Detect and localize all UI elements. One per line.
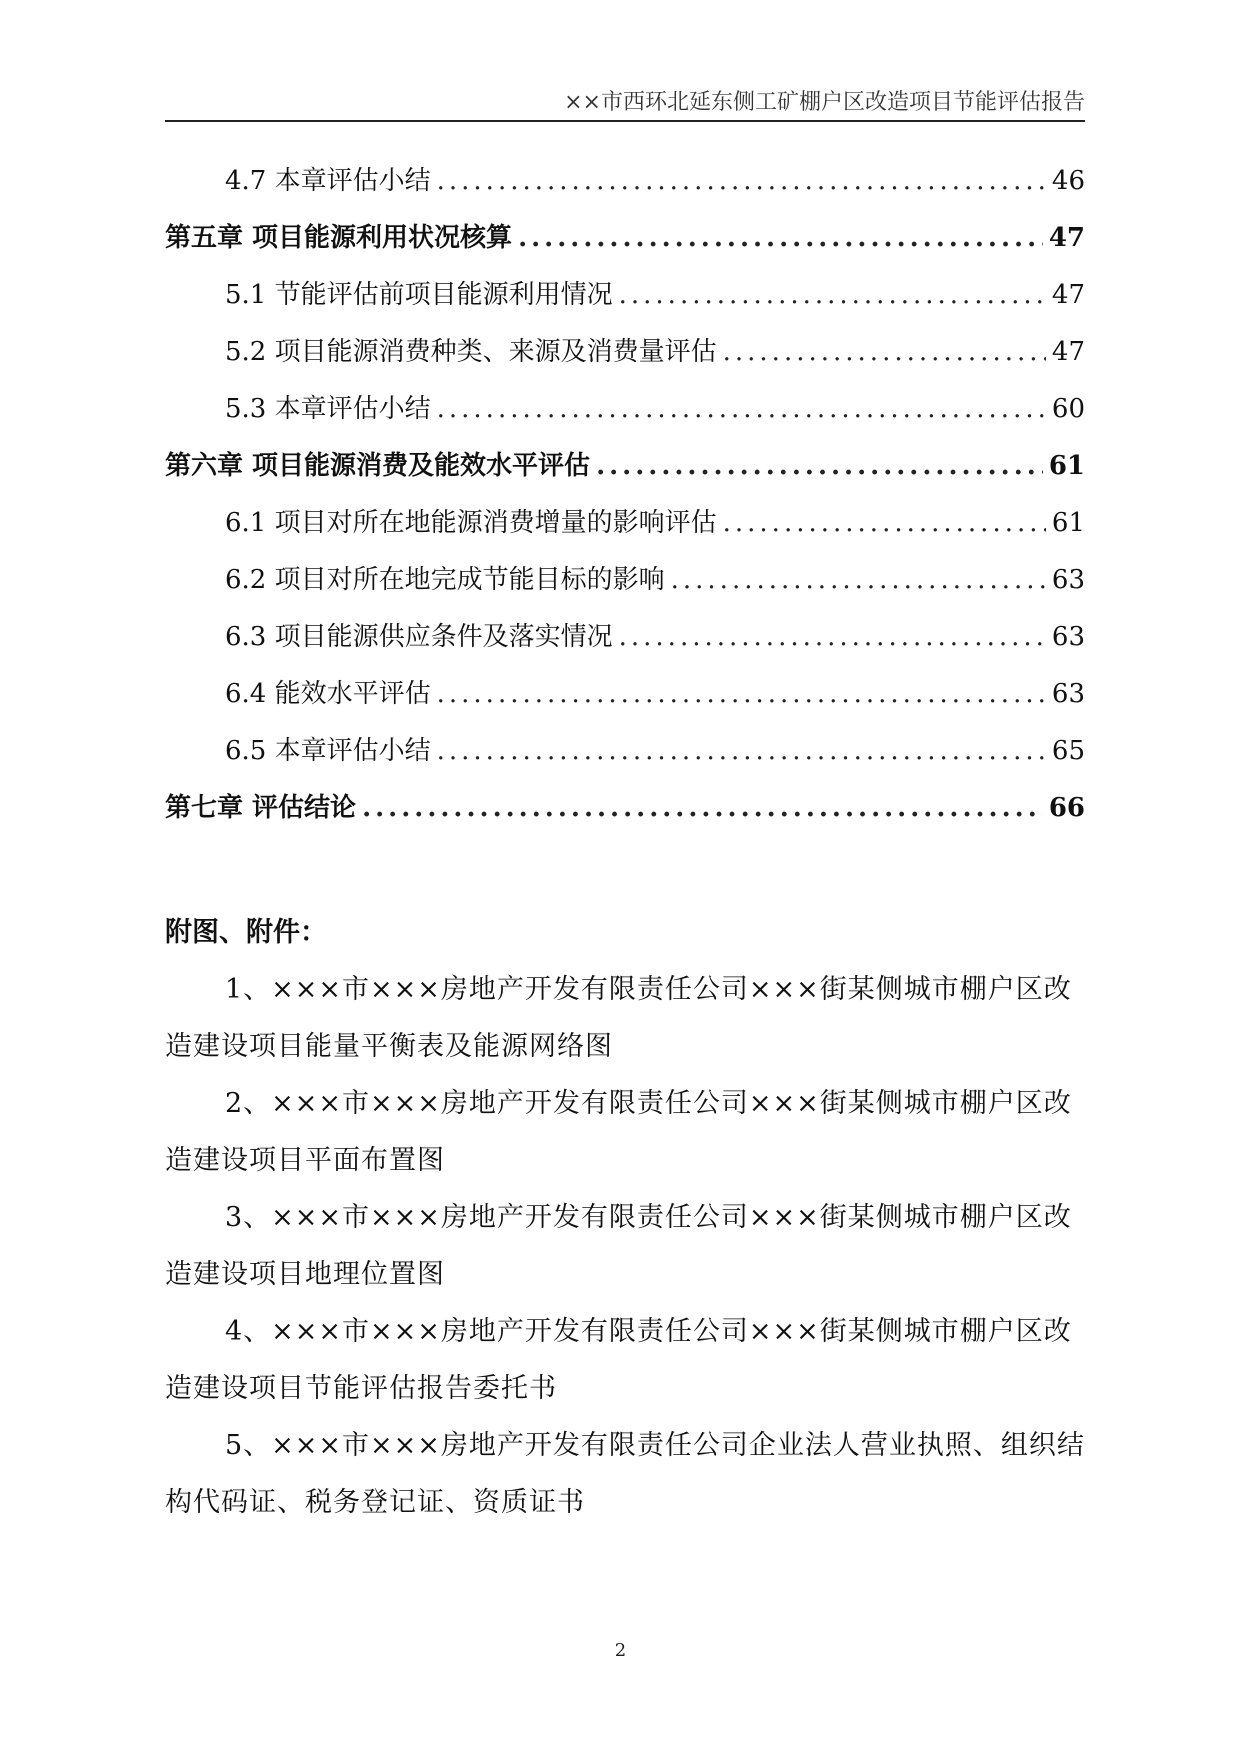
toc-leader-dots	[596, 451, 1043, 481]
toc-entry-title: 5.3 本章评估小结	[225, 394, 431, 424]
toc-entry-page: 47	[1051, 280, 1085, 310]
toc-entry-page: 46	[1051, 166, 1085, 196]
toc-entry-page: 47	[1048, 223, 1085, 253]
toc-entry-page: 63	[1051, 622, 1085, 652]
appendix-item: 2、×××市×××房地产开发有限责任公司×××街某侧城市棚户区改造建设项目平面布置图	[165, 1088, 1072, 1176]
toc-entry-page: 47	[1051, 337, 1085, 367]
toc-entry[interactable]	[165, 331, 1085, 388]
toc-entry-title: 5.1 节能评估前项目能源利用情况	[225, 280, 613, 310]
toc-entry-page: 66	[1048, 793, 1085, 823]
toc-entry-title: 6.1 项目对所在地能源消费增量的影响评估	[225, 508, 717, 538]
toc-entry-page: 61	[1048, 451, 1085, 481]
toc-entry[interactable]	[165, 160, 1085, 217]
toc-leader-dots	[437, 166, 1046, 196]
page-number: 2	[614, 1640, 627, 1661]
toc-entry[interactable]	[165, 274, 1085, 331]
table-of-contents	[165, 160, 1085, 844]
toc-leader-dots	[362, 793, 1043, 823]
toc-entry-title: 5.2 项目能源消费种类、来源及消费量评估	[225, 337, 717, 367]
toc-leader-dots	[671, 565, 1046, 595]
toc-entry-page: 65	[1051, 736, 1085, 766]
toc-entry[interactable]	[165, 502, 1085, 559]
toc-entry[interactable]	[165, 673, 1085, 730]
toc-entry-title: 6.5 本章评估小结	[225, 736, 431, 766]
toc-leader-dots	[437, 679, 1046, 709]
toc-entry-title: 第七章 评估结论	[165, 793, 357, 823]
appendix-item: 5、×××市×××房地产开发有限责任公司企业法人营业执照、组织结构代码证、税务登记证、资质证书	[165, 1430, 1085, 1518]
toc-entry-page: 60	[1051, 394, 1085, 424]
toc-entry-page: 63	[1051, 565, 1085, 595]
toc-leader-dots	[723, 337, 1046, 367]
appendix-item: 3、×××市×××房地产开发有限责任公司×××街某侧城市棚户区改造建设项目地理位置图	[165, 1202, 1072, 1290]
toc-entry-title: 第六章 项目能源消费及能效水平评估	[165, 451, 591, 481]
toc-entry[interactable]	[165, 388, 1085, 445]
toc-entry-title: 6.3 项目能源供应条件及落实情况	[225, 622, 613, 652]
toc-entry-page: 61	[1051, 508, 1085, 538]
toc-entry-page: 63	[1051, 679, 1085, 709]
toc-entry-title: 6.2 项目对所在地完成节能目标的影响	[225, 565, 665, 595]
toc-chapter-entry[interactable]	[165, 787, 1085, 844]
appendix-title: 附图、附件：	[165, 917, 327, 948]
toc-chapter-entry[interactable]	[165, 217, 1085, 274]
toc-leader-dots	[518, 223, 1043, 253]
toc-leader-dots	[723, 508, 1046, 538]
running-header	[165, 86, 1085, 122]
appendix-section	[165, 905, 1085, 1531]
toc-entry-title: 4.7 本章评估小结	[225, 166, 431, 196]
toc-entry[interactable]	[165, 616, 1085, 673]
toc-leader-dots	[437, 394, 1046, 424]
toc-entry-title: 第五章 项目能源利用状况核算	[165, 223, 513, 253]
toc-chapter-entry[interactable]	[165, 445, 1085, 502]
toc-entry[interactable]	[165, 559, 1085, 616]
appendix-item: 1、×××市×××房地产开发有限责任公司×××街某侧城市棚户区改造建设项目能量平衡表及能源网络图	[165, 974, 1072, 1062]
toc-entry[interactable]	[165, 730, 1085, 787]
running-header-title: ××市西环北延东侧工矿棚户区改造项目节能评估报告	[564, 90, 1085, 115]
toc-leader-dots	[619, 280, 1046, 310]
toc-leader-dots	[619, 622, 1046, 652]
toc-leader-dots	[437, 736, 1046, 766]
appendix-item: 4、×××市×××房地产开发有限责任公司×××街某侧城市棚户区改造建设项目节能评估报告委托书	[165, 1316, 1072, 1404]
toc-entry-title: 6.4 能效水平评估	[225, 679, 431, 709]
